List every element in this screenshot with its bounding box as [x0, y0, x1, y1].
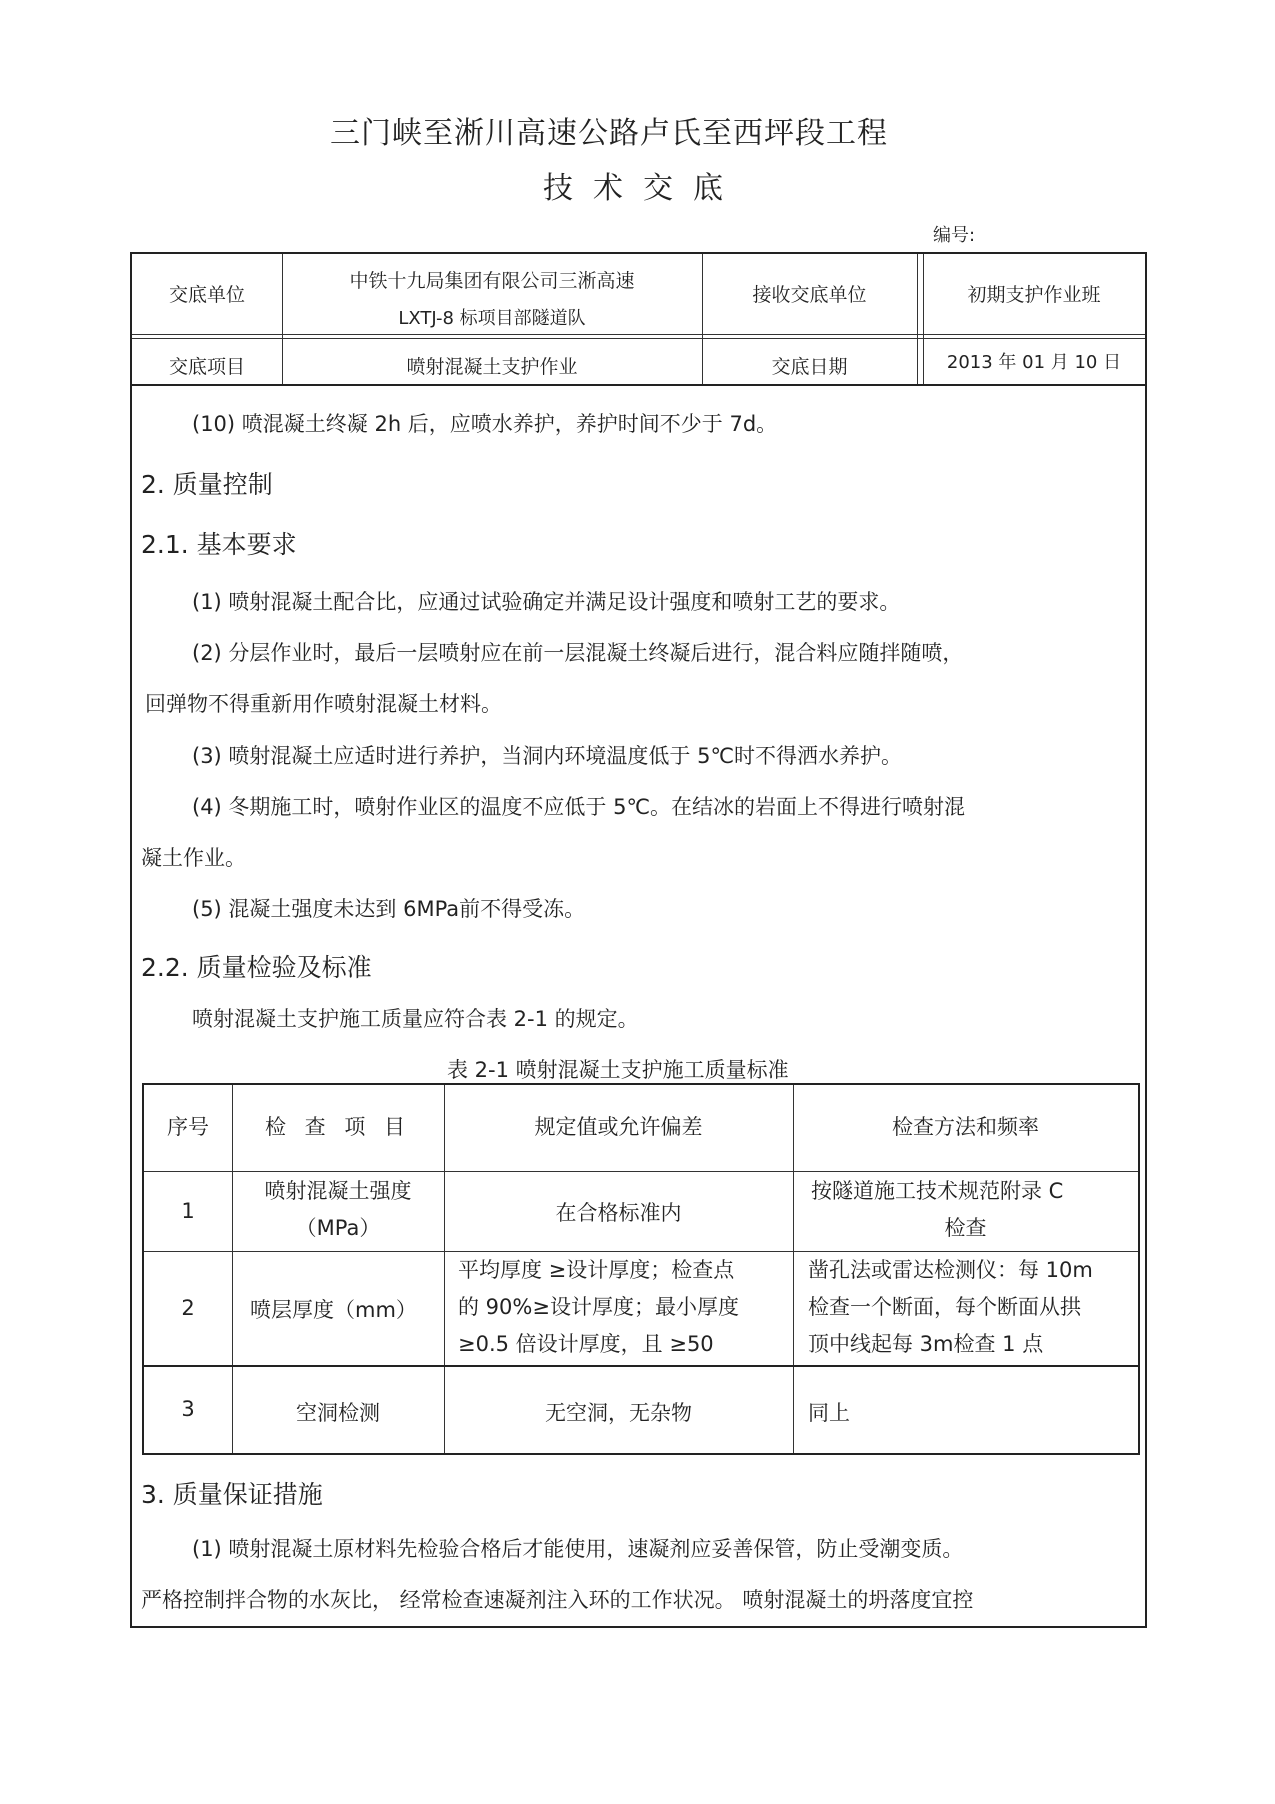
row2-spec-line2: 的 90%≥设计厚度；最小厚度: [458, 1295, 739, 1319]
section-heading-2-2: 2.2. 质量检验及标准: [141, 953, 372, 982]
row1-item-line1: 喷射混凝土强度: [264, 1179, 412, 1203]
receiver-value: 初期支护作业班: [967, 284, 1101, 306]
paragraph-10: (10) 喷混凝土终凝 2h 后，应喷水养护，养护时间不少于 7d。: [192, 412, 778, 436]
unit-value-line2: LXTJ-8 标项目部隧道队: [398, 308, 586, 329]
row3-method: 同上: [808, 1401, 850, 1425]
receiver-label: 接收交底单位: [752, 284, 867, 306]
row1-method-line1: 按隧道施工技术规范附录 C: [811, 1179, 1064, 1203]
section-2-2-text: 喷射混凝土支护施工质量应符合表 2-1 的规定。: [192, 1007, 639, 1031]
unit-value-line1: 中铁十九局集团有限公司三淅高速: [349, 270, 635, 292]
requirement-2-line1: (2) 分层作业时，最后一层喷射应在前一层混凝土终凝后进行，混合料应随拌随喷，: [192, 641, 964, 665]
col-header-no: 序号: [167, 1115, 209, 1139]
requirement-3: (3) 喷射混凝土应适时进行养护，当洞内环境温度低于 5℃时不得洒水养护。: [192, 744, 903, 768]
date-value: 2013 年 01 月 10 日: [946, 352, 1122, 373]
row1-method-line2: 检查: [944, 1216, 987, 1240]
item-value: 喷射混凝土支护作业: [406, 356, 578, 378]
row2-item: 喷层厚度（mm）: [250, 1298, 417, 1322]
section-heading-3: 3. 质量保证措施: [141, 1480, 323, 1509]
section-heading-2: 2. 质量控制: [141, 470, 273, 499]
row2-method-line3: 顶中线起每 3m检查 1 点: [808, 1332, 1044, 1356]
row2-method-line2: 检查一个断面，每个断面从拱: [808, 1295, 1081, 1319]
col-header-item: 检 查 项 目: [264, 1115, 412, 1139]
document-title: 三门峡至淅川高速公路卢氏至西坪段工程: [330, 116, 888, 151]
row2-no: 2: [181, 1296, 195, 1320]
requirement-2-line2: 回弹物不得重新用作喷射混凝土材料。: [145, 692, 502, 716]
row2-spec-line1: 平均厚度 ≥设计厚度；检查点: [458, 1258, 735, 1282]
row3-spec: 无空洞，无杂物: [545, 1401, 692, 1425]
row3-no: 3: [181, 1397, 195, 1421]
section-heading-2-1: 2.1. 基本要求: [141, 530, 297, 559]
table-caption: 表 2-1 喷射混凝土支护施工质量标准: [447, 1058, 789, 1082]
date-label: 交底日期: [771, 356, 848, 378]
row1-spec: 在合格标准内: [555, 1201, 682, 1225]
requirement-4-line1: (4) 冬期施工时，喷射作业区的温度不应低于 5℃。在结冰的岩面上不得进行喷射混: [192, 795, 966, 819]
unit-label: 交底单位: [168, 284, 245, 306]
row3-item: 空洞检测: [296, 1401, 380, 1425]
info-table: [130, 252, 1147, 386]
measure-1-line1: (1) 喷射混凝土原材料先检验合格后才能使用，速凝剂应妥善保管，防止受潮变质。: [192, 1537, 964, 1561]
document-subtitle: 技术交底: [543, 171, 743, 206]
quality-table: [142, 1083, 1140, 1455]
row2-method-line1: 凿孔法或雷达检测仪：每 10m: [808, 1258, 1093, 1282]
row1-no: 1: [181, 1199, 195, 1223]
doc-number-label: 编号:: [933, 225, 976, 246]
measure-1-line2: 严格控制拌合物的水灰比， 经常检查速凝剂注入环的工作状况。 喷射混凝土的坍落度宜控: [141, 1588, 974, 1612]
requirement-4-line2: 凝土作业。: [141, 846, 246, 870]
item-label: 交底项目: [168, 356, 245, 378]
row2-spec-line3: ≥0.5 倍设计厚度，且 ≥50: [458, 1332, 714, 1356]
col-header-method: 检查方法和频率: [892, 1115, 1039, 1139]
requirement-5: (5) 混凝土强度未达到 6MPa前不得受冻。: [192, 897, 586, 921]
row1-item-line2: （MPa）: [295, 1216, 381, 1240]
col-header-spec: 规定值或允许偏差: [534, 1115, 703, 1139]
requirement-1: (1) 喷射混凝土配合比，应通过试验确定并满足设计强度和喷射工艺的要求。: [192, 590, 901, 614]
